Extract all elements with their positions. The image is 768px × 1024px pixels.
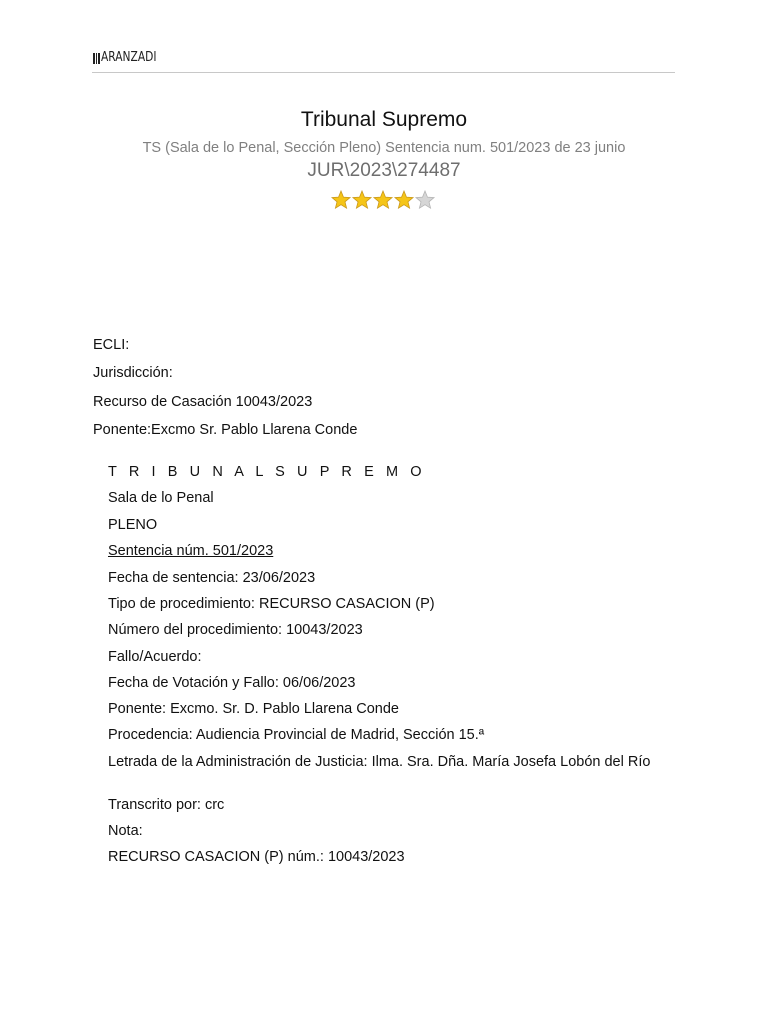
recurso-num-line: RECURSO CASACION (P) núm.: 10043/2023 [108,849,405,865]
fecha-sentencia-line: Fecha de sentencia: 23/06/2023 [108,570,316,586]
star-filled-icon [332,191,350,208]
logo-wordmark: ARANZADI [100,50,156,65]
star-filled-icon [374,191,392,208]
letrada-paragraph: Letrada de la Administración de Justicia: Ilma. Sra. Dña. María Josefa Lobón del Río [108,754,651,770]
logo-bars-icon [93,53,100,64]
numero-procedimiento-line: Número del procedimiento: 10043/2023 [108,622,363,638]
procedencia-line: Procedencia: Audiencia Provincial de Madrid, Sección 15.ª [108,727,485,743]
ponente-detail-line: Ponente: Excmo. Sr. D. Pablo Llarena Conde [108,701,399,717]
recurso-line: Recurso de Casación 10043/2023 [93,394,313,410]
sentencia-number: Sentencia núm. 501/2023 [108,543,274,559]
aranzadi-logo [93,50,168,66]
jurisdiccion-label: Jurisdicción: [93,365,173,381]
star-empty-icon [416,191,434,208]
transcrito-line: Transcrito por: crc [108,797,225,813]
star-filled-icon [395,191,413,208]
document-subtitle: TS (Sala de lo Penal, Sección Pleno) Sentencia num. 501/2023 de 23 junio [142,140,626,156]
star-filled-icon [353,191,371,208]
relevance-rating [331,190,437,210]
fecha-votacion-line: Fecha de Votación y Fallo: 06/06/2023 [108,675,356,691]
document-reference: JUR\2023\274487 [307,160,461,181]
rating-stars [331,190,437,210]
tipo-procedimiento-line: Tipo de procedimiento: RECURSO CASACION (P) [108,596,435,612]
ponente-line: Ponente:Excmo Sr. Pablo Llarena Conde [93,422,358,438]
sala-line: Sala de lo Penal [108,490,214,506]
tribunal-heading: T R I B U N A L S U P R E M O [108,464,426,480]
court-title: Tribunal Supremo [300,108,468,131]
header-divider [92,72,675,73]
nota-line: Nota: [108,823,143,839]
fallo-acuerdo-line: Fallo/Acuerdo: [108,649,202,665]
pleno-line: PLENO [108,517,158,533]
ecli-label: ECLI: [93,337,130,353]
